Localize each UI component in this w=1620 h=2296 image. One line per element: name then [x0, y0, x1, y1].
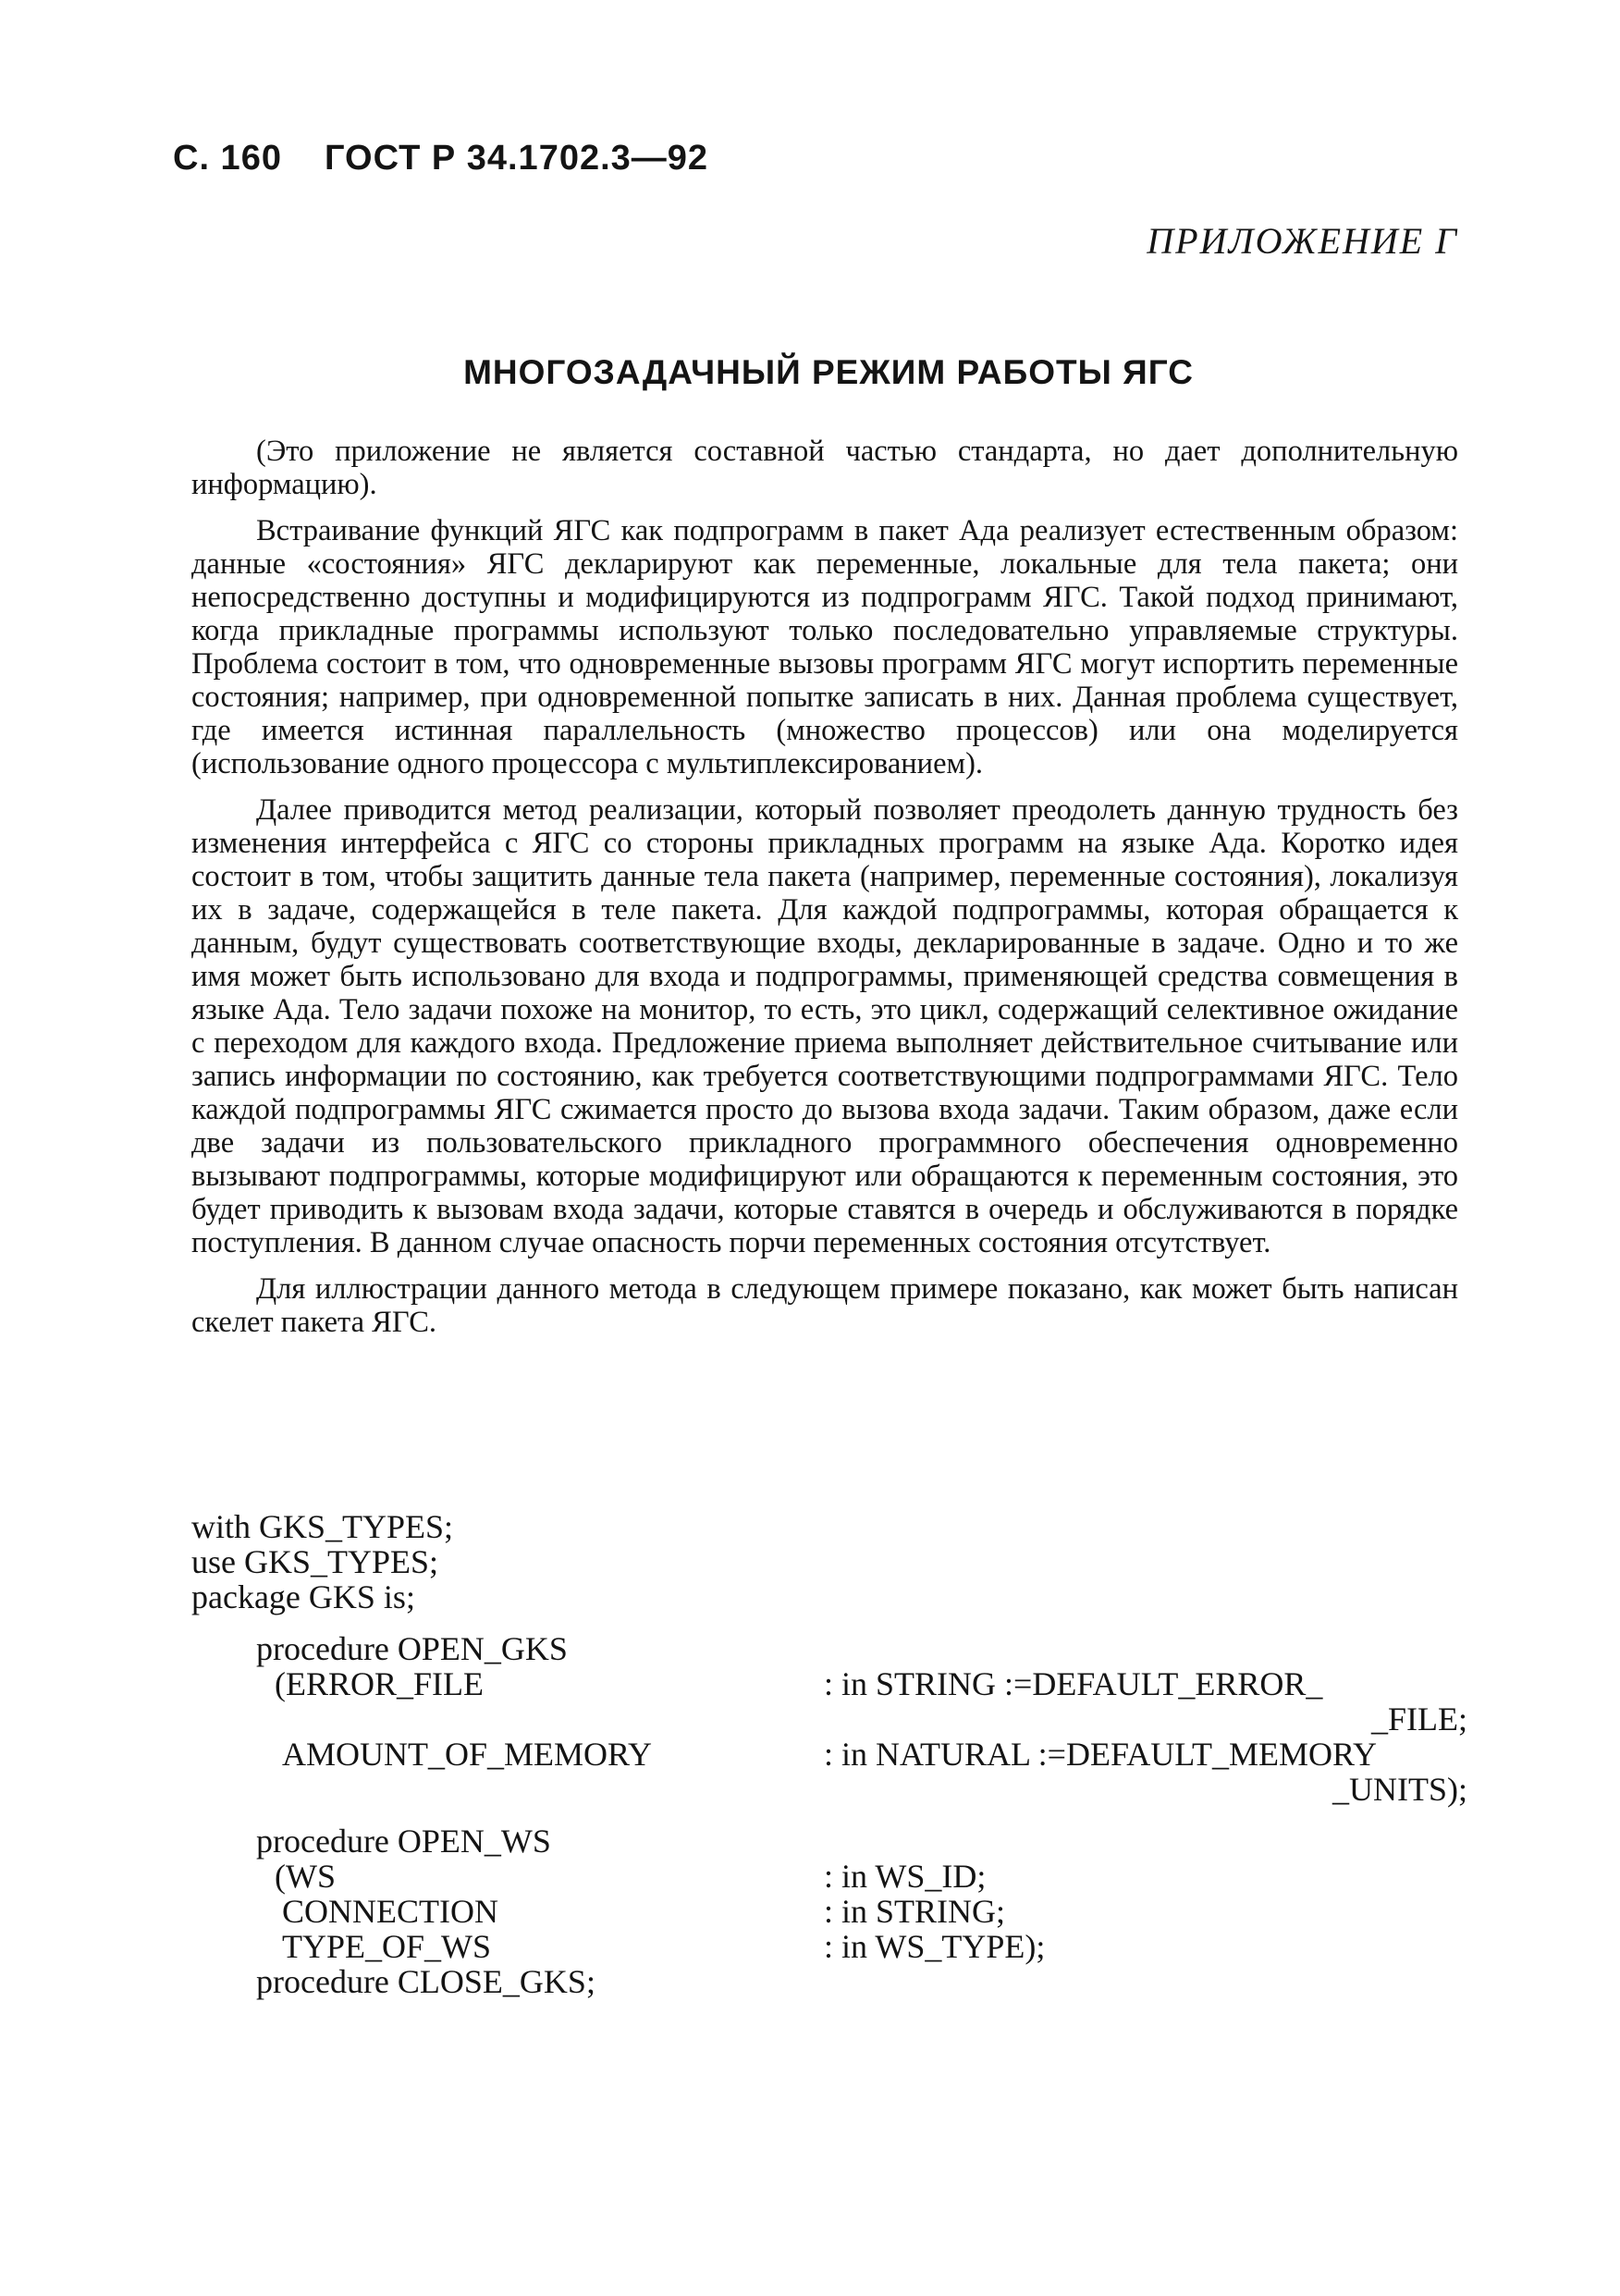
code-line-use: use GKS_TYPES; — [191, 1543, 439, 1580]
code-param-connection — [191, 1894, 1467, 1929]
code-proc-close-gks: procedure CLOSE_GKS; — [256, 1963, 595, 2000]
param-type: : in STRING; — [824, 1893, 1006, 1930]
param-type: : in WS_TYPE); — [824, 1928, 1046, 1965]
code-param-amount-of-memory — [191, 1737, 1467, 1772]
param-name: TYPE_OF_WS — [282, 1928, 492, 1965]
code-param-error-file-cont — [191, 1701, 1467, 1737]
paragraph-embedding: Встраивание функций ЯГС как подпрограмм в пакет Ада реализует естественным образом: данные «состояния» ЯГС декларируют как переменные, локальные для тела пакета; они непосредственно доступны и модифицируются из подпрограмм ЯГС. Такой подход принимают, когда прикладные программы используют только последовательно управляемые структуры. Проблема состоит в том, что одновременные вызовы программ ЯГС могут испортить переменные состояния; например, при одновременной попытке записать в них. Данная проблема существует, где имеется истинная параллельность (множество процессов) или она моделируется (использование одного процессора с мультиплексированием). — [191, 514, 1458, 780]
param-name: AMOUNT_OF_MEMORY — [282, 1736, 653, 1773]
paragraph-illustration: Для иллюстрации данного метода в следующем примере показано, как может быть написан скелет пакета ЯГС. — [191, 1272, 1458, 1339]
page-header — [173, 139, 708, 178]
section-title: МНОГОЗАДАЧНЫЙ РЕЖИМ РАБОТЫ ЯГС — [463, 353, 1194, 391]
paragraph-note: (Это приложение не является составной частью стандарта, но дает дополнительную информацию). — [191, 435, 1458, 501]
param-type-continuation: _UNITS); — [1332, 1771, 1467, 1808]
code-line-with: with GKS_TYPES; — [191, 1508, 454, 1545]
code-param-type-of-ws — [191, 1929, 1467, 1964]
param-name: (WS — [275, 1858, 336, 1895]
standard-designation: ГОСТ Р 34.1702.3—92 — [324, 139, 709, 178]
page-number: С. 160 — [173, 139, 282, 178]
code-listing — [191, 1509, 1467, 1999]
code-param-ws — [191, 1859, 1467, 1894]
param-type: : in STRING :=DEFAULT_ERROR_ — [824, 1665, 1323, 1702]
param-type: : in WS_ID; — [824, 1858, 987, 1895]
code-proc-open-gks: procedure OPEN_GKS — [256, 1630, 568, 1667]
code-param-amount-of-memory-cont — [191, 1772, 1467, 1807]
param-name: (ERROR_FILE — [275, 1665, 485, 1702]
param-name: CONNECTION — [282, 1893, 498, 1930]
appendix-label: ПРИЛОЖЕНИЕ Г — [1147, 220, 1458, 262]
param-type: : in NATURAL :=DEFAULT_MEMORY — [824, 1736, 1378, 1773]
code-line-package: package GKS is; — [191, 1578, 415, 1615]
code-param-error-file — [191, 1666, 1467, 1701]
body-text — [191, 435, 1458, 1352]
param-type-continuation: _FILE; — [1371, 1701, 1467, 1737]
paragraph-method: Далее приводится метод реализации, который позволяет преодолеть данную трудность без изменения интерфейса с ЯГС со стороны прикладных программ на языке Ада. Коротко идея состоит в том, чтобы защитить данные тела пакета (например, переменные состояния), локализуя их в задаче, содержащейся в теле пакета. Для каждой подпрограммы, которая обращается к данным, будут существовать соответствующие входы, декларированные в задаче. Одно и то же имя может быть использовано для входа и подпрограммы, применяющей средства совмещения в языке Ада. Тело задачи похоже на монитор, то есть, это цикл, содержащий селективное ожидание с переходом для каждого входа. Предложение приема выполняет действительное считывание или запись информации по состоянию, как требуется соответствующими подпрограммами ЯГС. Тело каждой подпрограммы ЯГС сжимается просто до вызова входа задачи. Таким образом, даже если две задачи из пользовательского прикладного программного обеспечения одновременно вызывают подпрограммы, которые модифицируют или обращаются к переменным состояния, это будет приводить к вызовам входа задачи, которые ставятся в очередь и обслуживаются в порядке поступления. В данном случае опасность порчи переменных состояния отсутствует. — [191, 793, 1458, 1259]
code-proc-open-ws: procedure OPEN_WS — [256, 1823, 551, 1860]
